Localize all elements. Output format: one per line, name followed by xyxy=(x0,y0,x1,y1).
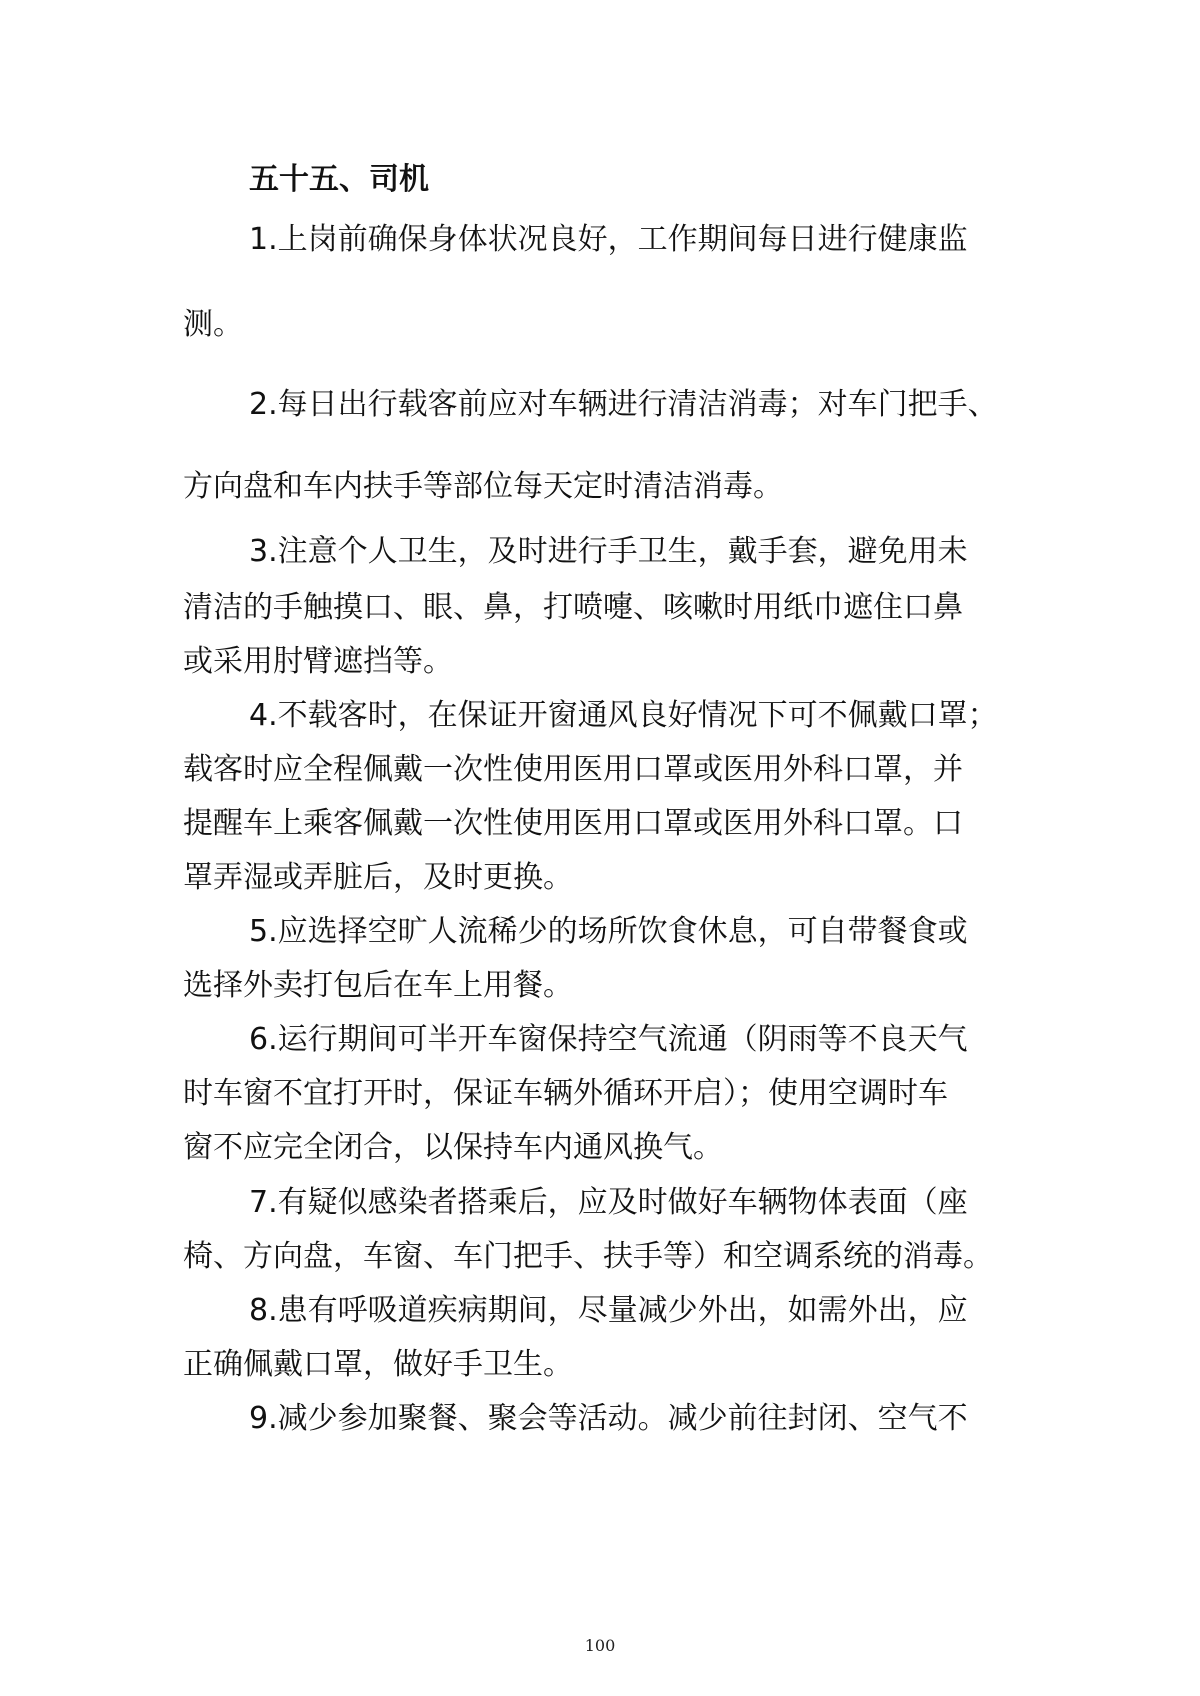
item-2-line-2: 方向盘和车内扶手等部位每天定时清洁消毒。 xyxy=(183,469,783,504)
item-1-line-1: 1.上岗前确保身体状况良好，工作期间每日进行健康监 xyxy=(249,222,968,257)
item-8-line-2: 正确佩戴口罩，做好手卫生。 xyxy=(183,1347,573,1382)
item-5-line-2: 选择外卖打包后在车上用餐。 xyxy=(183,968,573,1003)
item-4-line-3: 提醒车上乘客佩戴一次性使用医用口罩或医用外科口罩。口 xyxy=(183,806,963,841)
item-4-line-4: 罩弄湿或弄脏后，及时更换。 xyxy=(183,860,573,895)
item-3-line-1: 3.注意个人卫生，及时进行手卫生，戴手套，避免用未 xyxy=(249,534,968,569)
item-9-line-1: 9.减少参加聚餐、聚会等活动。减少前往封闭、空气不 xyxy=(249,1401,968,1436)
item-4-line-1: 4.不载客时，在保证开窗通风良好情况下可不佩戴口罩； xyxy=(249,698,998,733)
item-6-line-2: 时车窗不宜打开时，保证车辆外循环开启）；使用空调时车 xyxy=(183,1076,948,1111)
item-7-line-2: 椅、方向盘，车窗、车门把手、扶手等）和空调系统的消毒。 xyxy=(183,1239,993,1274)
item-3-line-2: 清洁的手触摸口、眼、鼻，打喷嚏、咳嗽时用纸巾遮住口鼻 xyxy=(183,590,963,625)
item-1-line-2: 测。 xyxy=(183,307,243,342)
page-number: 100 xyxy=(584,1636,616,1655)
item-7-line-1: 7.有疑似感染者搭乘后，应及时做好车辆物体表面（座 xyxy=(249,1185,968,1220)
item-3-line-3: 或采用肘臂遮挡等。 xyxy=(183,644,453,679)
item-6-line-1: 6.运行期间可半开车窗保持空气流通（阴雨等不良天气 xyxy=(249,1022,968,1057)
item-2-line-1: 2.每日出行载客前应对车辆进行清洁消毒；对车门把手、 xyxy=(249,387,998,422)
section-title: 五十五、司机 xyxy=(249,162,429,197)
item-4-line-2: 载客时应全程佩戴一次性使用医用口罩或医用外科口罩，并 xyxy=(183,752,963,787)
item-8-line-1: 8.患有呼吸道疾病期间，尽量减少外出，如需外出，应 xyxy=(249,1293,968,1328)
item-5-line-1: 5.应选择空旷人流稀少的场所饮食休息，可自带餐食或 xyxy=(249,914,968,949)
item-6-line-3: 窗不应完全闭合，以保持车内通风换气。 xyxy=(183,1130,723,1165)
